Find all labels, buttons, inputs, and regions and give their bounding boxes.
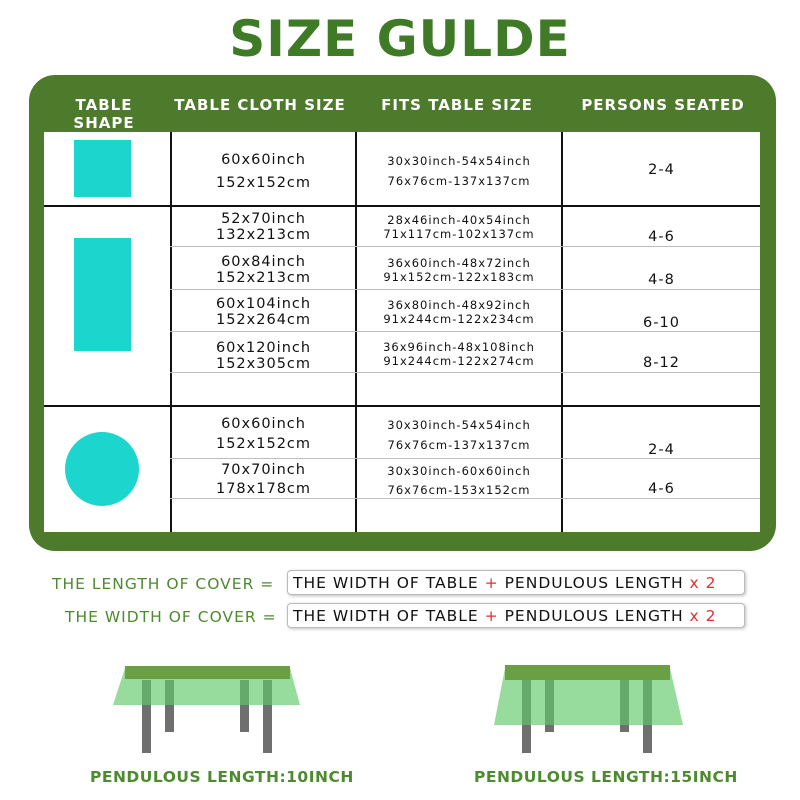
header-persons-seated: PERSONS SEATED xyxy=(581,96,745,114)
fits-size-cell xyxy=(357,213,561,241)
cloth-size-cell xyxy=(172,340,355,372)
fits-size-cm: 71x117cm-102x137cm xyxy=(383,227,535,241)
formula-pendulous-length: PENDULOUS LENGTH xyxy=(504,607,684,625)
fits-size-cell xyxy=(357,298,561,326)
cloth-size-cm: 152x152cm xyxy=(215,436,312,452)
cloth-size-cell xyxy=(172,461,355,499)
fits-size-inch: 30x30inch-60x60inch xyxy=(387,464,531,478)
square-shape-icon xyxy=(74,140,131,197)
cloth-size-cm: 152x305cm xyxy=(215,356,312,372)
fits-size-cm: 76x76cm-137x137cm xyxy=(387,174,531,188)
right-pendulous-caption: PENDULOUS LENGTH:15INCH xyxy=(474,768,738,786)
persons-seated-cell: 4-6 xyxy=(648,481,675,497)
cloth-size-inch: 60x60inch xyxy=(221,152,306,168)
cloth-size-inch: 60x120inch xyxy=(215,340,312,356)
cloth-size-cell xyxy=(172,211,355,243)
column-divider xyxy=(561,132,563,532)
cloth-size-cm: 152x264cm xyxy=(215,312,312,328)
header-table-shape: TABLE SHAPE xyxy=(73,96,135,132)
formula-width-of-table: THE WIDTH OF TABLE xyxy=(293,607,479,625)
cloth-size-inch: 70x70inch xyxy=(221,462,306,478)
formula-plus: + xyxy=(484,607,499,625)
tabletop-cloth xyxy=(505,665,670,680)
cloth-size-cm: 152x213cm xyxy=(215,270,312,286)
cloth-size-inch: 60x84inch xyxy=(221,254,306,270)
fits-size-cell xyxy=(357,256,561,284)
fits-size-cell xyxy=(357,462,561,500)
cloth-size-cell xyxy=(172,149,355,195)
short-drop-table-illustration xyxy=(113,666,300,753)
round-shape-icon xyxy=(65,432,139,506)
persons-seated-cell: 2-4 xyxy=(648,442,675,458)
cloth-size-cm: 152x152cm xyxy=(215,175,312,191)
tablecloth-illustrations xyxy=(0,650,800,760)
length-formula-box xyxy=(287,570,745,595)
fits-size-cm: 91x244cm-122x274cm xyxy=(383,354,535,368)
width-formula-box xyxy=(287,603,745,628)
cloth-size-inch: 52x70inch xyxy=(221,211,306,227)
persons-seated-cell: 2-4 xyxy=(648,162,675,178)
cloth-size-cell xyxy=(172,296,355,328)
row-divider xyxy=(170,458,760,459)
persons-seated-cell: 4-8 xyxy=(648,272,675,288)
persons-seated-cell: 8-12 xyxy=(643,355,680,371)
persons-seated-cell: 6-10 xyxy=(643,315,680,331)
formula-times-two: x 2 xyxy=(689,607,717,625)
header-cloth-size: TABLE CLOTH SIZE xyxy=(174,96,346,114)
tabletop-cloth xyxy=(125,666,290,679)
page-title: SIZE GULDE xyxy=(229,10,571,68)
cloth-size-cell xyxy=(172,254,355,286)
left-pendulous-caption: PENDULOUS LENGTH:10INCH xyxy=(90,768,354,786)
formula-plus: + xyxy=(484,574,499,592)
cloth-size-cm: 178x178cm xyxy=(215,481,312,497)
fits-size-cell xyxy=(357,151,561,191)
fits-size-cm: 76x76cm-153x152cm xyxy=(387,483,531,497)
fits-size-cm: 91x152cm-122x183cm xyxy=(383,270,535,284)
fits-size-cm: 76x76cm-137x137cm xyxy=(387,438,531,452)
header-fits-size: FITS TABLE SIZE xyxy=(381,96,533,114)
cloth-size-cell xyxy=(172,414,355,454)
fits-size-inch: 30x30inch-54x54inch xyxy=(387,154,531,168)
fits-size-inch: 36x60inch-48x72inch xyxy=(387,256,531,270)
row-divider xyxy=(170,372,760,373)
fits-size-cell xyxy=(357,340,561,368)
fits-size-inch: 28x46inch-40x54inch xyxy=(387,213,531,227)
formula-pendulous-length: PENDULOUS LENGTH xyxy=(504,574,684,592)
section-divider xyxy=(44,405,760,407)
fits-size-cm: 91x244cm-122x234cm xyxy=(383,312,535,326)
width-formula-label: THE WIDTH OF COVER = xyxy=(65,608,277,626)
section-divider xyxy=(44,205,760,207)
row-divider xyxy=(170,331,760,332)
row-divider xyxy=(170,289,760,290)
formula-times-two: x 2 xyxy=(689,574,717,592)
rectangle-shape-icon xyxy=(74,238,131,351)
cloth-size-cm: 132x213cm xyxy=(215,227,312,243)
persons-seated-cell: 4-6 xyxy=(648,229,675,245)
fits-size-inch: 36x96inch-48x108inch xyxy=(383,340,535,354)
fits-size-inch: 30x30inch-54x54inch xyxy=(387,418,531,432)
fits-size-inch: 36x80inch-48x92inch xyxy=(387,298,531,312)
cloth-size-inch: 60x104inch xyxy=(215,296,312,312)
formula-width-of-table: THE WIDTH OF TABLE xyxy=(293,574,479,592)
length-formula-label: THE LENGTH OF COVER = xyxy=(52,575,275,593)
fits-size-cell xyxy=(357,415,561,455)
long-drop-table-illustration xyxy=(494,665,683,753)
cloth-size-inch: 60x60inch xyxy=(221,416,306,432)
row-divider xyxy=(170,246,760,247)
